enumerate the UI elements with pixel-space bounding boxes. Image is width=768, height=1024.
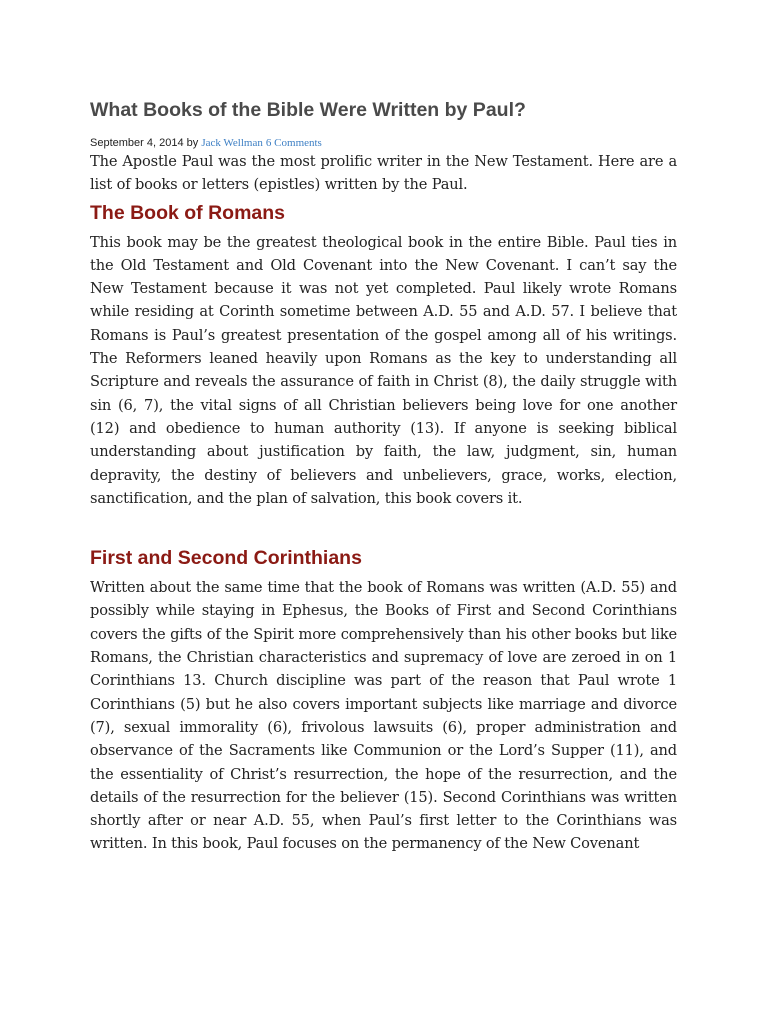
article-meta — [90, 136, 677, 150]
byline-by: by — [186, 137, 199, 149]
section-heading-corinthians: First and Second Corinthians — [90, 547, 362, 570]
section-text-corinthians: Written about the same time that the book of Romans was written (A.D. 55) and possibly while staying in Ephesus, the Books of First and Second Corinthians covers the gifts of the Spirit more comprehensively than his other books but like Romans, the Christian characteristics and supremacy of love are zeroed in on 1 Corinthians 13. Church discipline was part of the reason that Paul wrote 1 Corinthians (5) but he also covers important subjects like marriage and divorce (7), sexual immorality (6), frivolous lawsuits (6), proper administration and observance of the Sacraments like Communion or the Lord’s Supper (11), and the essentiality of Christ’s resurrection, the hope of the resurrection, and the details of the resurrection for the believer (15). Second Corinthians was written shortly after or near A.D. 55, when Paul’s first letter to the Corinthians was written. In this book, Paul focuses on the permanency of the New Covenant — [90, 579, 677, 853]
article-title: What Books of the Bible Were Written by Paul? — [90, 99, 526, 121]
section-text-romans: This book may be the greatest theological book in the entire Bible. Paul ties in the Old Testament and Old Covenant into the New Covenant. I can’t say the New Testament because it was not yet completed. Paul likely wrote Romans while residing at Corinth sometime between A.D. 55 and A.D. 57. I believe that Romans is Paul’s greatest presentation of the gospel among all of his writings. The Reformers leaned heavily upon Romans as the key to understanding all Scripture and reveals the assurance of faith in Christ (8), the daily struggle with sin (6, 7), the vital signs of all Christian believers being love for one another (12) and obedience to human authority (13). If anyone is seeking biblical understanding about justification by faith, the law, judgment, sin, human depravity, the destiny of believers and unbelievers, grace, works, election, sanctification, and the plan of salvation, this book covers it. — [90, 233, 677, 507]
article — [90, 96, 677, 856]
author-link[interactable]: Jack Wellman — [201, 137, 263, 149]
intro-paragraph: The Apostle Paul was the most prolific writer in the New Testament. Here are a list of books or letters (epistles) written by the Paul. — [90, 153, 677, 194]
section-heading-romans: The Book of Romans — [90, 201, 286, 224]
comments-link[interactable]: 6 Comments — [265, 137, 322, 149]
post-date: September 4, 2014 — [90, 137, 184, 149]
